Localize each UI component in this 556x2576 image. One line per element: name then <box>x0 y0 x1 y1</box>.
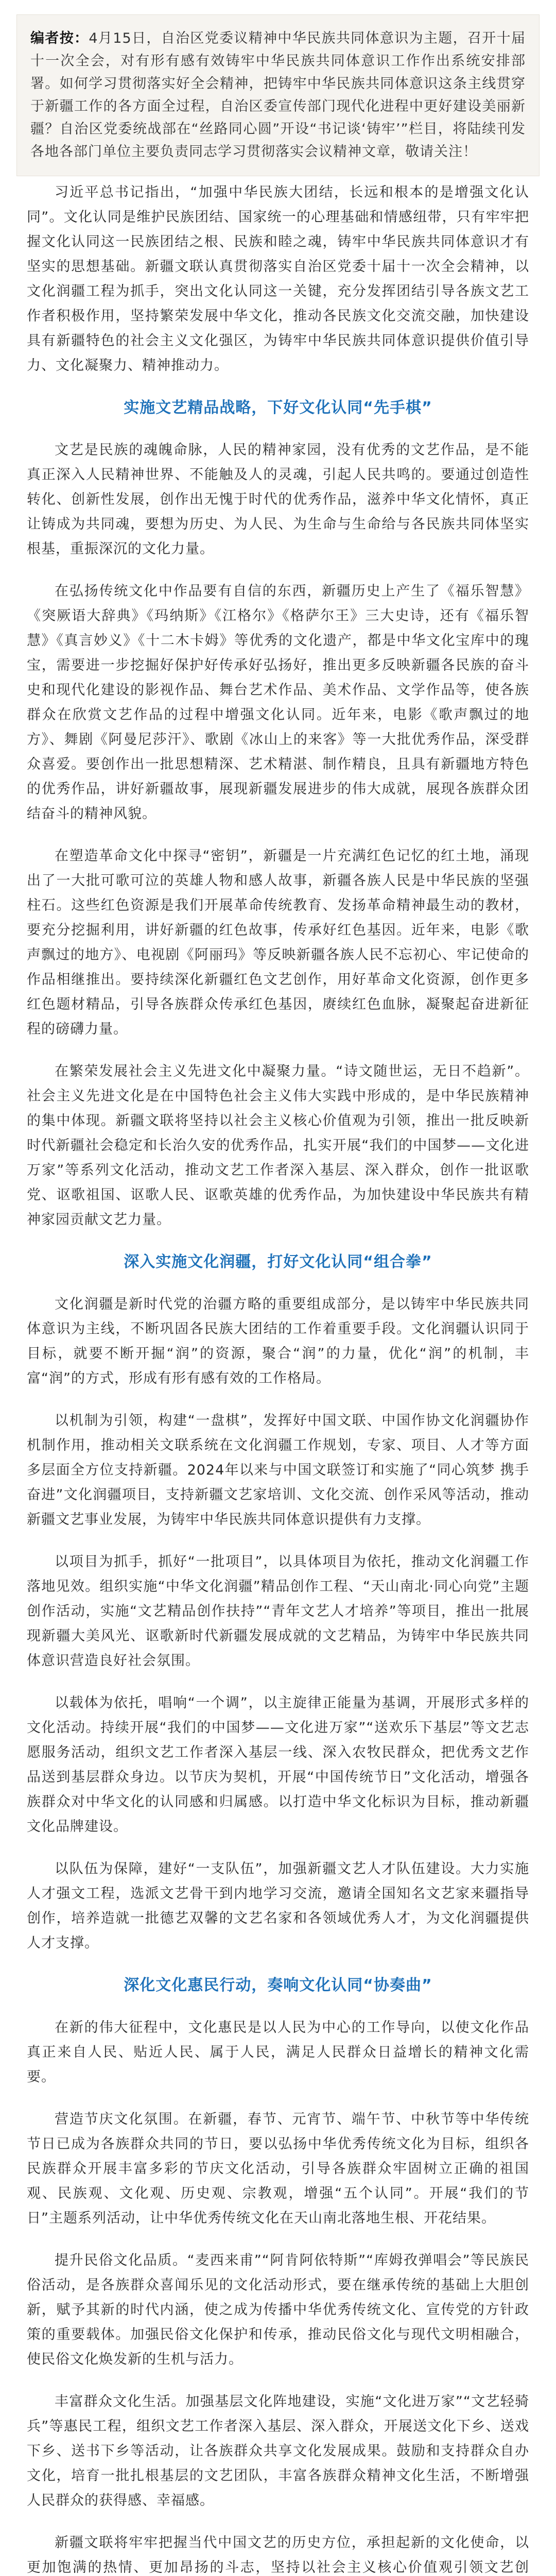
paragraph: 以项目为抓手，抓好“一批项目”，以具体项目为依托，推动文化润疆工作落地见效。组织实施“中华文化润疆”精品创作工程、“天山南北·同心向党”主题创作活动，实施“文艺精品创作扶持”“青年文艺人才培养”等项目，推出一批展现新疆大美风光、讴歌新时代新疆发展成就的文艺精品，为铸牢中华民族共同体意识营造良好社会氛围。 <box>27 1554 529 1669</box>
paragraph: 营造节庆文化氛围。在新疆，春节、元宵节、端午节、中秋节等中华传统节日已成为各族群众共同的节日，要以弘扬中华优秀传统文化为目标，组织各民族群众开展丰富多彩的节庆文化活动，引导各族群众牢固树立正确的祖国观、民族观、文化观、历史观、宗教观，增强“五个认同”。开展“我们的节日”主题系列活动，让中华优秀传统文化在天山南北落地生根、开花结果。 <box>27 2111 529 2226</box>
article-body <box>27 180 529 2576</box>
paragraph: 在繁荣发展社会主义先进文化中凝聚力量。“诗文随世运，无日不趋新”。社会主义先进文化是在中国特色社会主义伟大实践中形成的，是中华民族精神的集中体现。新疆文联将坚持以社会主义核心价值观为引领，推出一批反映新时代新疆社会稳定和长治久安的优秀作品，扎实开展“我们的中国梦——文化进万家”等系列文化活动，推动文艺工作者深入基层、深入群众，创作一批讴歌党、讴歌祖国、讴歌人民、讴歌英雄的优秀作品，为加快建设中华民族共有精神家园贡献文艺力量。 <box>27 1063 529 1228</box>
paragraph: 丰富群众文化生活。加强基层文化阵地建设，实施“文化进万家”“文艺轻骑兵”等惠民工程，组织文艺工作者深入基层、深入群众，开展送文化下乡、送戏下乡、送书下乡等活动，让各族群众共享文化发展成果。鼓励和支持群众自办文化，培育一批扎根基层的文艺团队，丰富各族群众精神文化生活，不断增强人民群众的获得感、幸福感。 <box>27 2394 529 2509</box>
editor-note-label: 编者按： <box>30 30 89 46</box>
paragraph: 以载体为依托，唱响“一个调”，以主旋律正能量为基调，开展形式多样的文化活动。持续开展“我们的中国梦——文化进万家”“送欢乐下基层”等文艺志愿服务活动，组织文艺工作者深入基层一线、深入农牧民群众，把优秀文艺作品送到基层群众身边。以节庆为契机，开展“中国传统节日”文化活动，增强各族群众对中华文化的认同感和归属感。以打造中华文化标识为目标，推动新疆文化品牌建设。 <box>27 1695 529 1835</box>
section-intro <box>27 180 529 378</box>
paragraph: 新疆文联将牢牢把握当代中国文艺的历史方位，承担起新的文化使命，以更加饱满的热情、更加昂扬的斗志，坚持以社会主义核心价值观引领文艺创 <box>27 2535 529 2575</box>
paragraph: 在弘扬传统文化中作品要有自信的东西，新疆历史上产生了《福乐智慧》《突厥语大辞典》《玛纳斯》《江格尔》《格萨尔王》三大史诗，还有《福乐智慧》《真言妙义》《十二木卡姆》等优秀的文化遗产，都是中华文化宝库中的瑰宝，需要进一步挖掘好保护好传承好弘扬好，推出更多反映新疆各民族的奋斗史和现代化建设的影视作品、舞台艺术作品、美术作品、文学作品等，使各族群众在欣赏文艺作品的过程中增强文化认同。近年来，电影《歌声飘过的地方》、舞剧《阿曼尼莎汗》、歌剧《冰山上的来客》等一大批优秀作品，深受群众喜爱。要创作出一批思想精深、艺术精湛、制作精良，且具有新疆地方特色的优秀作品，讲好新疆故事，展现新疆发展进步的伟大成就，展现各族群众团结奋斗的精神风貌。 <box>27 583 529 822</box>
paragraph: 以机制为引领，构建“一盘棋”，发挥好中国文联、中国作协文化润疆协作机制作用，推动相关文联系统在文化润疆工作规划，专家、项目、人才等方面多层面全方位支持新疆。2024年以来与中国文联签订和实施了“同心筑梦 携手奋进”文化润疆项目，支持新疆文艺家培训、文化交流、创作采风等活动，推动新疆文艺事业发展，为铸牢中华民族共同体意识提供有力支撑。 <box>27 1413 529 1528</box>
paragraph: 文艺是民族的魂魄命脉，人民的精神家园，没有优秀的文艺作品，是不能真正深入人民精神世界、不能触及人的灵魂，引起人民共鸣的。要通过创造性转化、创新性发展，创作出无愧于时代的优秀作品，滋养中华文化情怀，真正让铸成为共同魂，要想为历史、为人民、为生命与生命给与各民族共同体坚实根基，重振深沉的文化力量。 <box>27 442 529 557</box>
paragraph: 文化润疆是新时代党的治疆方略的重要组成部分，是以铸牢中华民族共同体意识为主线，不断巩固各民族大团结的工作着重要手段。文化润疆认识同于目标，就要不断开掘“润”的资源，聚合“润”的力量，优化“润”的机制，丰富“润”的方式，形成有形有感有效的工作格局。 <box>27 1296 529 1386</box>
paragraph: 提升民俗文化品质。“麦西来甫”“阿肯阿依特斯”“库姆孜弹唱会”等民族民俗活动，是各族群众喜闻乐见的文化活动形式，要在继承传统的基础上大胆创新，赋予其新的时代内涵，使之成为传播中华优秀传统文化、宣传党的方针政策的重要载体。加强民俗文化保护和传承，推动民俗文化与现代文明相融合，使民俗文化焕发新的生机与活力。 <box>27 2252 529 2367</box>
paragraph: 以队伍为保障，建好“一支队伍”，加强新疆文艺人才队伍建设。大力实施人才强文工程，选派文艺骨干到内地学习交流，邀请全国知名文艺家来疆指导创作，培养造就一批德艺双馨的文艺名家和各领域优秀人才，为文化润疆提供人才支撑。 <box>27 1861 529 1951</box>
editor-note-text: 4月15日，自治区党委议精神中华民族共同体意识为主题，召开十届十一次全会，对有形有感有效铸牢中华民族共同体意识工作作出系统安排部署。如何学习贯彻落实好全会精神，把铸牢中华民族共同体意识这条主线贯穿于新疆工作的各方面全过程，自治区委宣传部门现代化进程中更好建设美丽新疆？自治区党委统战部在“丝路同心圆”开设“书记谈‘铸牢’”栏目，将陆续刊发各地各部门单位主要负责同志学习贯彻落实会议精神文章，敬请关注！ <box>30 30 526 160</box>
paragraph: 习近平总书记指出，“加强中华民族大团结，长远和根本的是增强文化认同”。文化认同是维护民族团结、国家统一的心理基础和情感纽带，只有牢牢把握文化认同这一民族团结之根、民族和睦之魂，铸牢中华民族共同体意识才有坚实的思想基础。新疆文联认真贯彻落实自治区党委十届十一次全会精神，以文化润疆工程为抓手，突出文化认同这一关键，充分发挥团结引导各族文艺工作者积极作用，坚持繁荣发展中华文化，推动各民族文化交流交融，加快建设具有新疆特色的社会主义文化强区，为铸牢中华民族共同体意识提供价值引导力、文化凝聚力、精神推动力。 <box>27 184 529 374</box>
paragraph: 在新的伟大征程中，文化惠民是以人民为中心的工作导向，以使文化作品真正来自人民、贴近人民、属于人民，满足人民群众日益增长的精神文化需要。 <box>27 2020 529 2085</box>
paragraph: 在塑造革命文化中探寻“密钥”，新疆是一片充满红色记忆的红土地，涌现出了一大批可歌可泣的英雄人物和感人故事，新疆各族人民是中华民族的坚强柱石。这些红色资源是我们开展革命传统教育、发扬革命精神最生动的教材，要充分挖掘利用，讲好新疆的红色故事，传承好红色基因。近年来，电影《歌声飘过的地方》、电视剧《阿丽玛》等反映新疆各族人民不忘初心、牢记使命的作品相继推出。要持续深化新疆红色文艺创作，用好革命文化资源，创作更多红色题材精品，引导各族群众传承红色基因，赓续红色血脉，凝聚起奋进新征程的磅礴力量。 <box>27 848 529 1037</box>
section-cultural-xinjiang <box>27 1250 529 1956</box>
section-heading: 实施文艺精品战略，下好文化认同“先手棋” <box>124 399 432 417</box>
section-heading: 深入实施文化润疆，打好文化认同“组合拳” <box>124 1253 432 1271</box>
section-cultural-benefits <box>27 1973 529 2576</box>
section-heading: 深化文化惠民行动，奏响文化认同“协奏曲” <box>124 1976 432 1994</box>
section-literary-works <box>27 396 529 1232</box>
editor-note <box>16 14 540 176</box>
